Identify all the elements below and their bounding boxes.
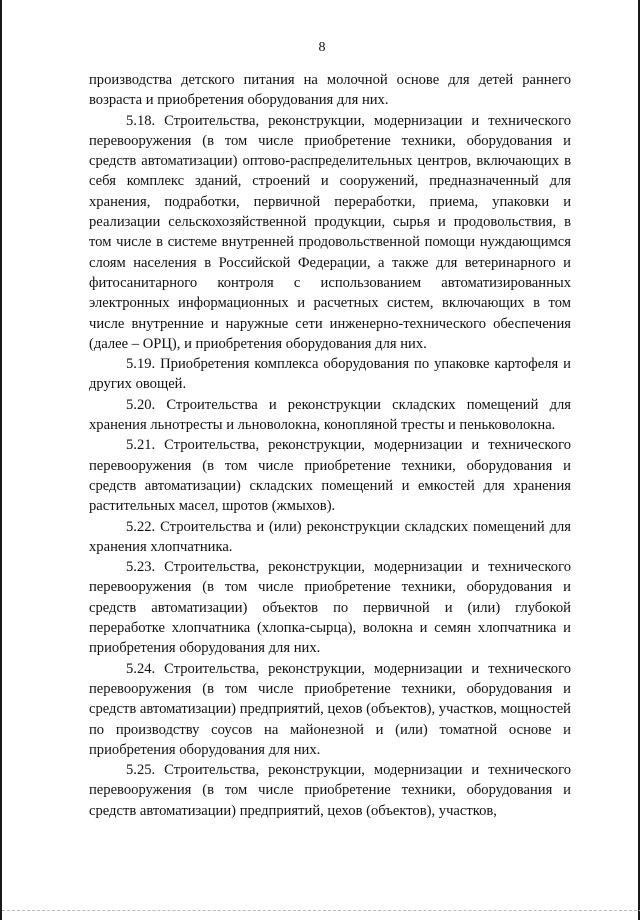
page-bottom-divider — [2, 910, 640, 911]
paragraph-5-24: 5.24. Строительства, реконструкции, модернизации и технического перевооружения (в том числе приобретение техники, оборудования и средств автоматизации) предприятий, цехов (объектов), участков, мощностей по производству соусов на майонезной и (или) томатной основе и приобретения оборудования для них. — [89, 660, 571, 758]
paragraph-5-23: 5.23. Строительства, реконструкции, модернизации и технического перевооружения (в том числе приобретение техники, оборудования и средств автоматизации) объектов по первичной и (или) глубокой переработке хлопчатника (хлопка-сырца), волокна и семян хлопчатника и приобретения оборудования для них. — [89, 559, 571, 657]
paragraph-5-18: 5.18. Строительства, реконструкции, модернизации и технического перевооружения (в том числе приобретение техники, оборудования и средств автоматизации) оптово-распределительных центров, включающих в себя комплекс зданий, строений и сооружений, предназначенный для хранения, подработки, первичной переработки, приема, упаковки и реализации сельскохозяйственной продукции, сырья и продовольствия, в том числе в системе внутренней продовольственной помощи нуждающимся слоям населения в Российской Федерации, а также для ветеринарного и фитосанитарного контроля с использованием автоматизированных электронных информационных и расчетных систем, включающих в том числе внутренние и наружные сети инженерно-технического обеспечения (далее – ОРЦ), и приобретения оборудования для них. — [89, 112, 571, 352]
paragraph-5-21: 5.21. Строительства, реконструкции, модернизации и технического перевооружения (в том числе приобретение техники, оборудования и средств автоматизации) складских помещений и емкостей для хранения растительных масел, шротов (жмыхов). — [89, 437, 571, 515]
page-number: 8 — [318, 40, 326, 55]
paragraph-5-22: 5.22. Строительства и (или) реконструкции складских помещений для хранения хлопчатника. — [89, 518, 571, 555]
paragraph-5-20: 5.20. Строительства и реконструкции складских помещений для хранения льнотресты и льноволокна, конопляной тресты и пеньковолокна. — [89, 396, 571, 434]
document-body — [89, 70, 571, 821]
paragraph-continuation: производства детского питания на молочной основе для детей раннего возраста и приобретения оборудования для них. — [89, 72, 571, 109]
paragraph-5-19: 5.19. Приобретения комплекса оборудования по упаковке картофеля и других овощей. — [89, 356, 571, 393]
paragraph-5-25: 5.25. Строительства, реконструкции, модернизации и технического перевооружения (в том числе приобретение техники, оборудования и средств автоматизации) предприятий, цехов (объектов), участков, — [89, 762, 571, 819]
